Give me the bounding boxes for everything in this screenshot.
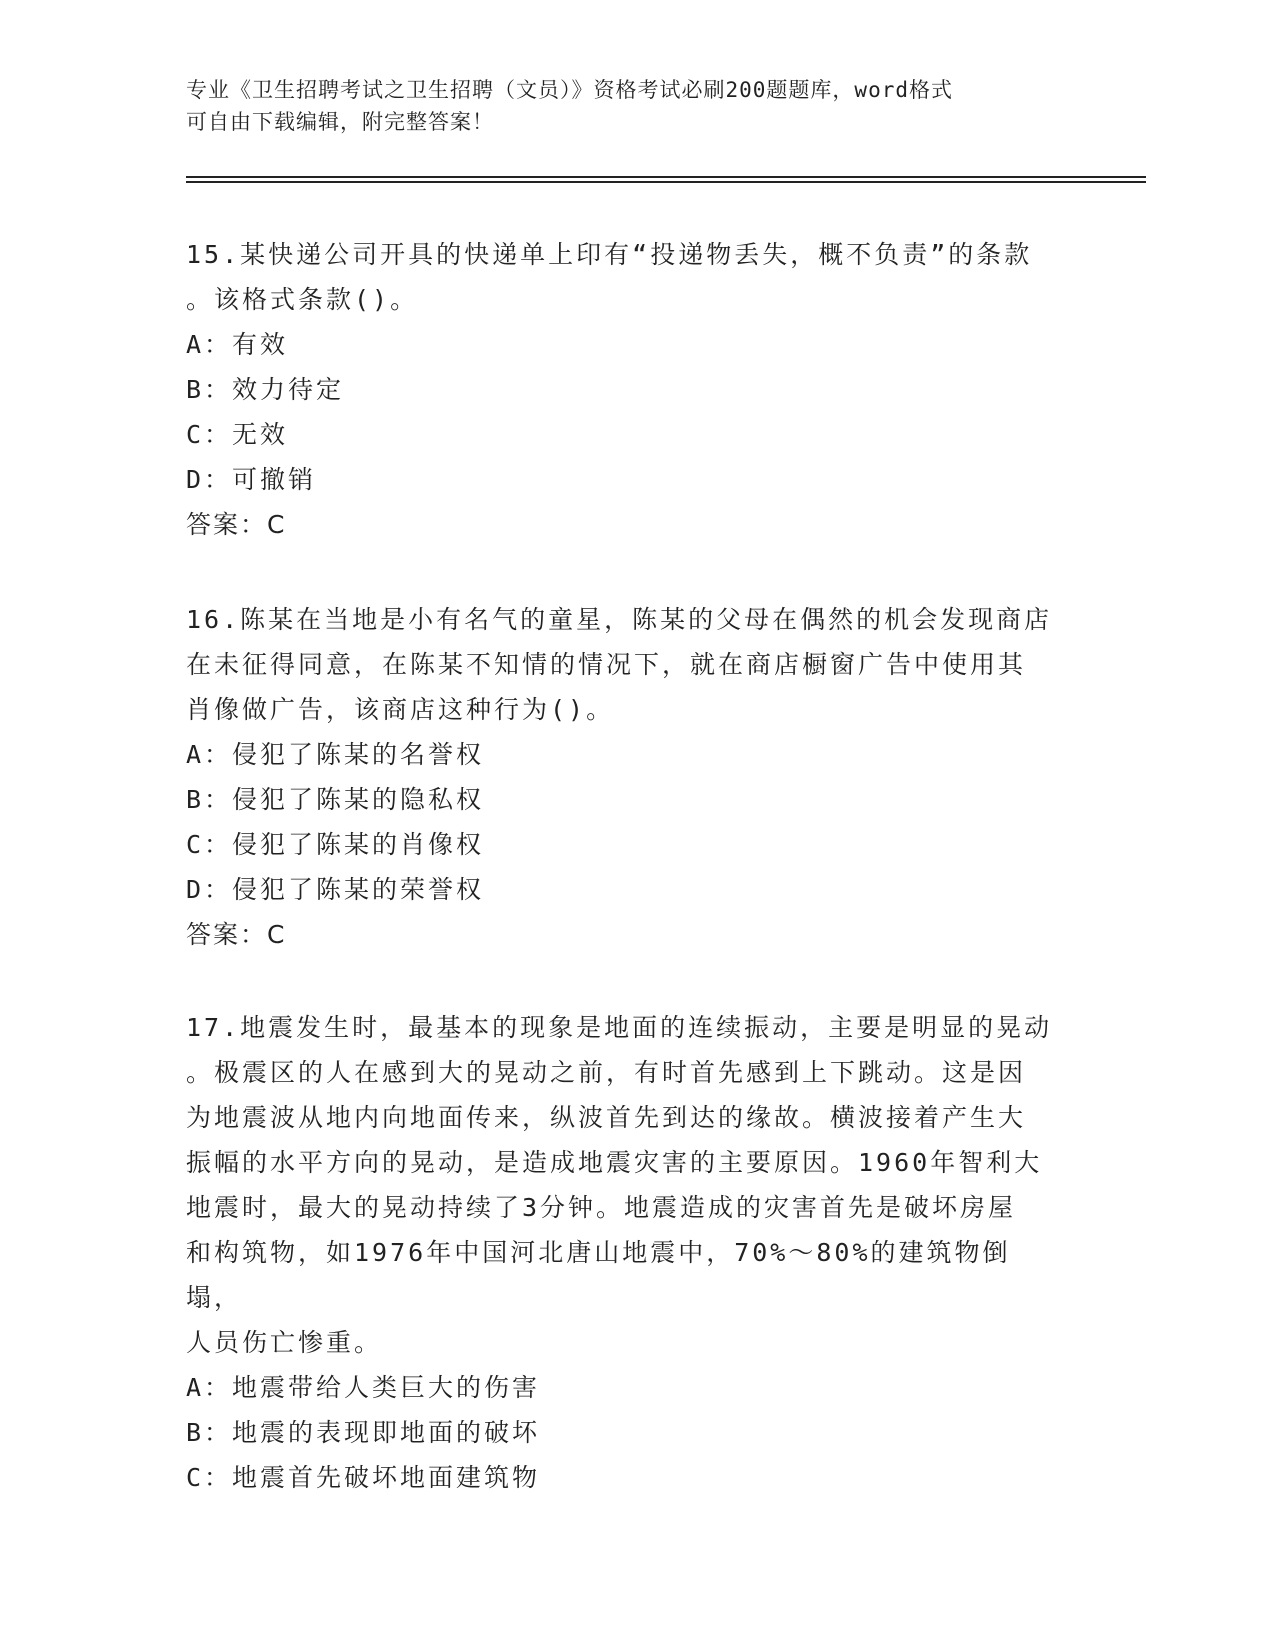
answer-line: 答案：C [186, 510, 287, 539]
question-stem-line: 为地震波从地内向地面传来，纵波首先到达的缘故。横波接着产生大 [186, 1103, 1027, 1132]
question-15 [186, 232, 1066, 547]
option-c: C：侵犯了陈某的肖像权 [186, 830, 485, 859]
document-header [186, 74, 1066, 138]
question-stem-line: 在未征得同意，在陈某不知情的情况下，就在商店橱窗广告中使用其 [186, 650, 1027, 679]
question-stem-line: 。极震区的人在感到大的晃动之前，有时首先感到上下跳动。这是因 [186, 1058, 1027, 1087]
question-stem-line: 17.地震发生时，最基本的现象是地面的连续振动，主要是明显的晃动 [186, 1013, 1053, 1042]
question-stem-line: 和构筑物，如1976年中国河北唐山地震中，70%～80%的建筑物倒塌， [186, 1238, 1011, 1312]
question-stem-line: 振幅的水平方向的晃动，是造成地震灾害的主要原因。1960年智利大 [186, 1148, 1043, 1177]
header-line-1: 专业《卫生招聘考试之卫生招聘（文员）》资格考试必刷200题题库，word格式 [186, 78, 953, 102]
question-stem-line: 16.陈某在当地是小有名气的童星，陈某的父母在偶然的机会发现商店 [186, 605, 1053, 634]
option-a: A：有效 [186, 330, 289, 359]
option-b: B：侵犯了陈某的隐私权 [186, 785, 485, 814]
question-stem-line: 人员伤亡惨重。 [186, 1328, 383, 1357]
option-b: B：效力待定 [186, 375, 345, 404]
question-stem-line: 15.某快递公司开具的快递单上印有“投递物丢失，概不负责”的条款 [186, 240, 1033, 269]
option-a: A：地震带给人类巨大的伤害 [186, 1373, 541, 1402]
header-line-2: 可自由下载编辑，附完整答案！ [186, 110, 494, 134]
answer-line: 答案：C [186, 920, 287, 949]
option-c: C：地震首先破坏地面建筑物 [186, 1463, 541, 1492]
question-17 [186, 1005, 1066, 1500]
option-d: D：可撤销 [186, 465, 317, 494]
question-stem-line: 。该格式条款()。 [186, 285, 419, 314]
option-a: A：侵犯了陈某的名誉权 [186, 740, 485, 769]
option-c: C：无效 [186, 420, 289, 449]
header-divider-top [186, 176, 1146, 178]
header-divider-bottom [186, 181, 1146, 183]
question-16 [186, 597, 1066, 957]
question-stem-line: 地震时，最大的晃动持续了3分钟。地震造成的灾害首先是破坏房屋 [186, 1193, 1017, 1222]
option-d: D：侵犯了陈某的荣誉权 [186, 875, 485, 904]
question-stem-line: 肖像做广告，该商店这种行为()。 [186, 695, 615, 724]
option-b: B：地震的表现即地面的破坏 [186, 1418, 541, 1447]
